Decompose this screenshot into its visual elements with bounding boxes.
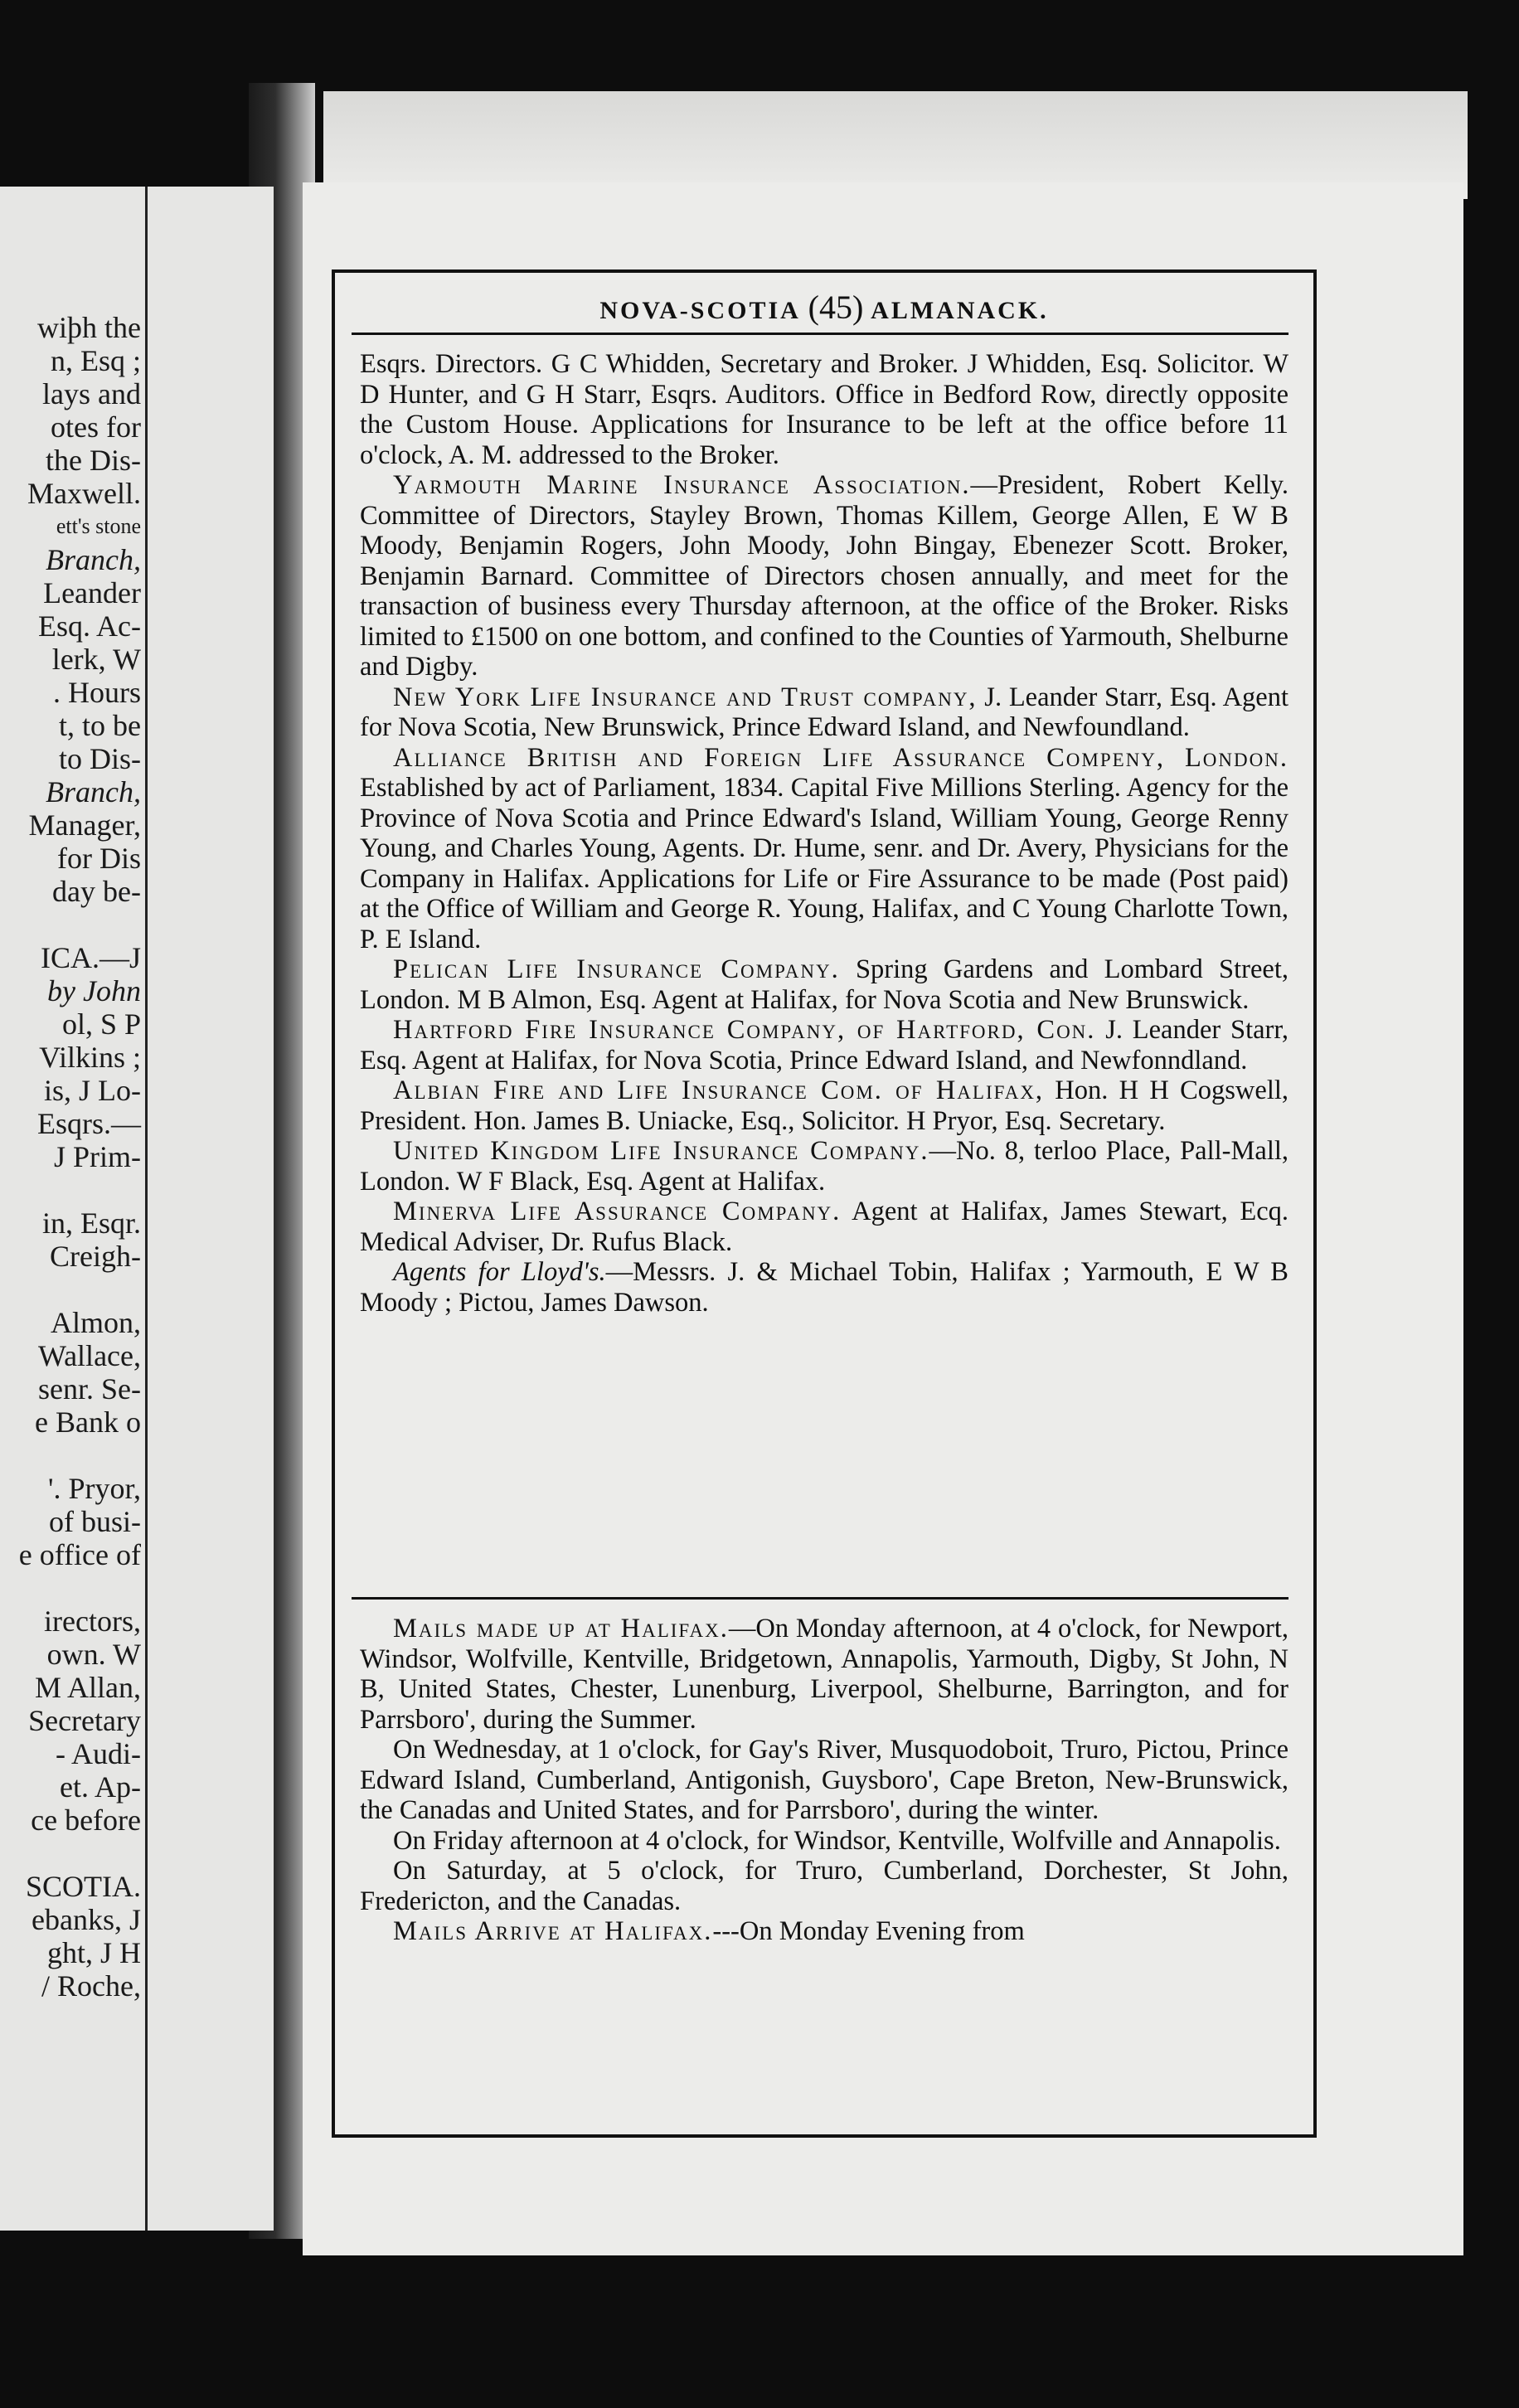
- left-page-line: lays and: [42, 377, 141, 410]
- page-number: (45): [808, 289, 864, 326]
- left-page-line: '. Pryor,: [47, 1472, 141, 1505]
- wednesday-mail-entry: On Wednesday, at 1 o'clock, for Gay's River, Musquodoboit, Truro, Pictou, Prince Edward Island, Cumberland, Antigonish, Guysboro', Cape Breton, New-Brunswick, the Canadas and United States, and for Parrsboro', during the winter.: [360, 1735, 1288, 1825]
- left-page-line: Leander: [43, 576, 141, 609]
- page-frame: [332, 269, 1317, 2138]
- header-rule: [352, 333, 1288, 335]
- left-page-line: et. Ap-: [60, 1770, 141, 1804]
- left-page-line: for Dis: [57, 842, 141, 875]
- left-page-line: in, Esqr.: [41, 1206, 141, 1240]
- left-page-line: M Allan,: [34, 1671, 141, 1704]
- left-page-line: ol, S P: [61, 1007, 141, 1041]
- left-page-line: ett's stone: [56, 514, 141, 538]
- left-page-line: Creigh-: [50, 1240, 141, 1273]
- hartford-fire-entry: Hartford Fire Insurance Company, of Hartford, Con. J. Leander Starr, Esq. Agent at Halifax, for Nova Scotia, Prince Edward Island, and Newfonndland.: [360, 1015, 1288, 1075]
- mails-arrive-entry: Mails Arrive at Halifax.---On Monday Evening from: [393, 1916, 1025, 1946]
- insurance-continued: Esqrs. Directors. G C Whidden, Secretary and Broker. J Whidden, Esq. Solicitor. W D Hunter, and G H Starr, Esqrs. Auditors. Office in Bedford Row, directly opposite the Custom House. Applications for Insurance to be left at the office before 11 o'clock, A. M. addressed to the Broker.: [360, 349, 1288, 470]
- left-page-line: to Dis-: [59, 742, 141, 775]
- header-left: NOVA-SCOTIA: [599, 297, 800, 324]
- left-page-border: [145, 187, 148, 2231]
- left-page-line: ght, J H: [46, 1936, 141, 1969]
- running-header: [335, 288, 1313, 327]
- left-page-line: lerk, W: [51, 643, 141, 676]
- left-page-line: - Audi-: [56, 1737, 141, 1770]
- left-page-line: is, J Lo-: [44, 1074, 141, 1107]
- header-right: ALMANACK.: [871, 297, 1049, 324]
- left-page: [0, 187, 274, 2231]
- yarmouth-marine-entry: Yarmouth Marine Insurance Association.—President, Robert Kelly. Committee of Directors, Stayley Brown, Thomas Killem, George Allen, E W B Moody, Benjamin Rogers, John Moody, John Bingay, Ebenezer Scott. Broker, Benjamin Barnard. Committee of Directors chosen annually, and meet for the transaction of business every Thursday afternoon, at the office of the Broker. Risks limited to £1500 on one bottom, and confined to the Counties of Yarmouth, Shelburne and Digby.: [360, 470, 1288, 682]
- pelican-life-entry: Pelican Life Insurance Company. Spring Gardens and Lombard Street, London. M B Almon, Esq. Agent at Halifax, for Nova Scotia and New Brunswick.: [360, 954, 1288, 1015]
- lloyds-agents-entry: Agents for Lloyd's.—Messrs. J. & Michael Tobin, Halifax ; Yarmouth, E W B Moody ; Pictou, James Dawson.: [360, 1257, 1288, 1318]
- left-page-line: ce before: [31, 1804, 141, 1837]
- left-page-line: day be-: [52, 875, 141, 908]
- left-page-line: ebanks, J: [32, 1903, 141, 1936]
- left-page-line: Maxwell.: [27, 477, 141, 510]
- albian-fire-entry: Albian Fire and Life Insurance Com. of Halifax, Hon. H H Cogswell, President. Hon. James B. Uniacke, Esq., Solicitor. H Pryor, Esq. Secretary.: [360, 1075, 1288, 1136]
- left-page-line: irectors,: [44, 1605, 141, 1638]
- left-page-line: J Prim-: [53, 1140, 141, 1173]
- left-page-line: t, to be: [59, 709, 141, 742]
- insurance-section: [360, 349, 1288, 1318]
- saturday-mail-entry: On Saturday, at 5 o'clock, for Truro, Cumberland, Dorchester, St John, Fredericton, and the Canadas.: [360, 1856, 1288, 1916]
- left-page-line: n, Esq ;: [50, 344, 141, 377]
- left-page-line: by John: [47, 974, 141, 1007]
- mails-section: [360, 1614, 1288, 1947]
- left-page-line: / Roche,: [41, 1969, 141, 2003]
- alliance-british-entry: Alliance British and Foreign Life Assurance Compeny, London. Established by act of Parliament, 1834. Capital Five Millions Sterling. Agency for the Province of Nova Scotia and Prince Edward's Island, William Young, George Renny Young, and Charles Young, Agents. Dr. Hume, senr. and Dr. Avery, Physicians for the Company in Halifax. Applications for Life or Fire Assurance to be made (Post paid) at the Office of William and George R. Young, Halifax, and C Young Charlotte Town, P. E Island.: [360, 742, 1288, 954]
- left-page-line: Almon,: [50, 1306, 141, 1339]
- left-page-line: otes for: [51, 410, 141, 444]
- left-page-line: the Dis-: [46, 444, 141, 477]
- mails-made-up-entry: Mails made up at Halifax.—On Monday afternoon, at 4 o'clock, for Newport, Windsor, Wolfville, Kentville, Bridgetown, Annapolis, Yarmouth, Digby, St John, N B, United States, Chester, Lunenburg, Liverpool, Shelburne, Barrington, and for Parrsboro', during the Summer.: [360, 1614, 1288, 1735]
- left-page-line: . Hours: [53, 676, 141, 709]
- left-page-line: Esq. Ac-: [38, 609, 141, 643]
- left-page-line: Manager,: [28, 808, 141, 842]
- united-kingdom-life-entry: United Kingdom Life Insurance Company.—No. 8, terloo Place, Pall-Mall, London. W F Black, Esq. Agent at Halifax.: [360, 1136, 1288, 1197]
- left-page-line: e Bank o: [35, 1405, 141, 1439]
- left-page-line: Secretary: [28, 1704, 141, 1737]
- left-page-line: SCOTIA.: [25, 1870, 141, 1903]
- left-page-line: Esqrs.—: [37, 1107, 141, 1140]
- left-page-line: of busi-: [49, 1505, 141, 1538]
- left-page-line: Vilkins ;: [39, 1041, 141, 1074]
- left-page-line: wiþh the: [37, 311, 141, 344]
- left-page-line: ICA.—J: [40, 941, 141, 974]
- minerva-life-entry: Minerva Life Assurance Company. Agent at Halifax, James Stewart, Ecq. Medical Adviser, Dr. Rufus Black.: [360, 1197, 1288, 1257]
- left-page-line: own. W: [46, 1638, 141, 1671]
- left-page-line: senr. Se-: [38, 1372, 141, 1405]
- friday-mail-entry: On Friday afternoon at 4 o'clock, for Windsor, Kentville, Wolfville and Annapolis.: [393, 1825, 1281, 1856]
- left-page-line: Branch,: [46, 543, 141, 576]
- new-york-life-entry: New York Life Insurance and Trust company, J. Leander Starr, Esq. Agent for Nova Scotia, New Brunswick, Prince Edward Island, and Newfoundland.: [360, 682, 1288, 742]
- left-page-line: Wallace,: [37, 1339, 141, 1372]
- left-page-line: e office of: [18, 1538, 141, 1571]
- left-page-line: Branch,: [46, 775, 141, 808]
- section-rule: [352, 1597, 1288, 1600]
